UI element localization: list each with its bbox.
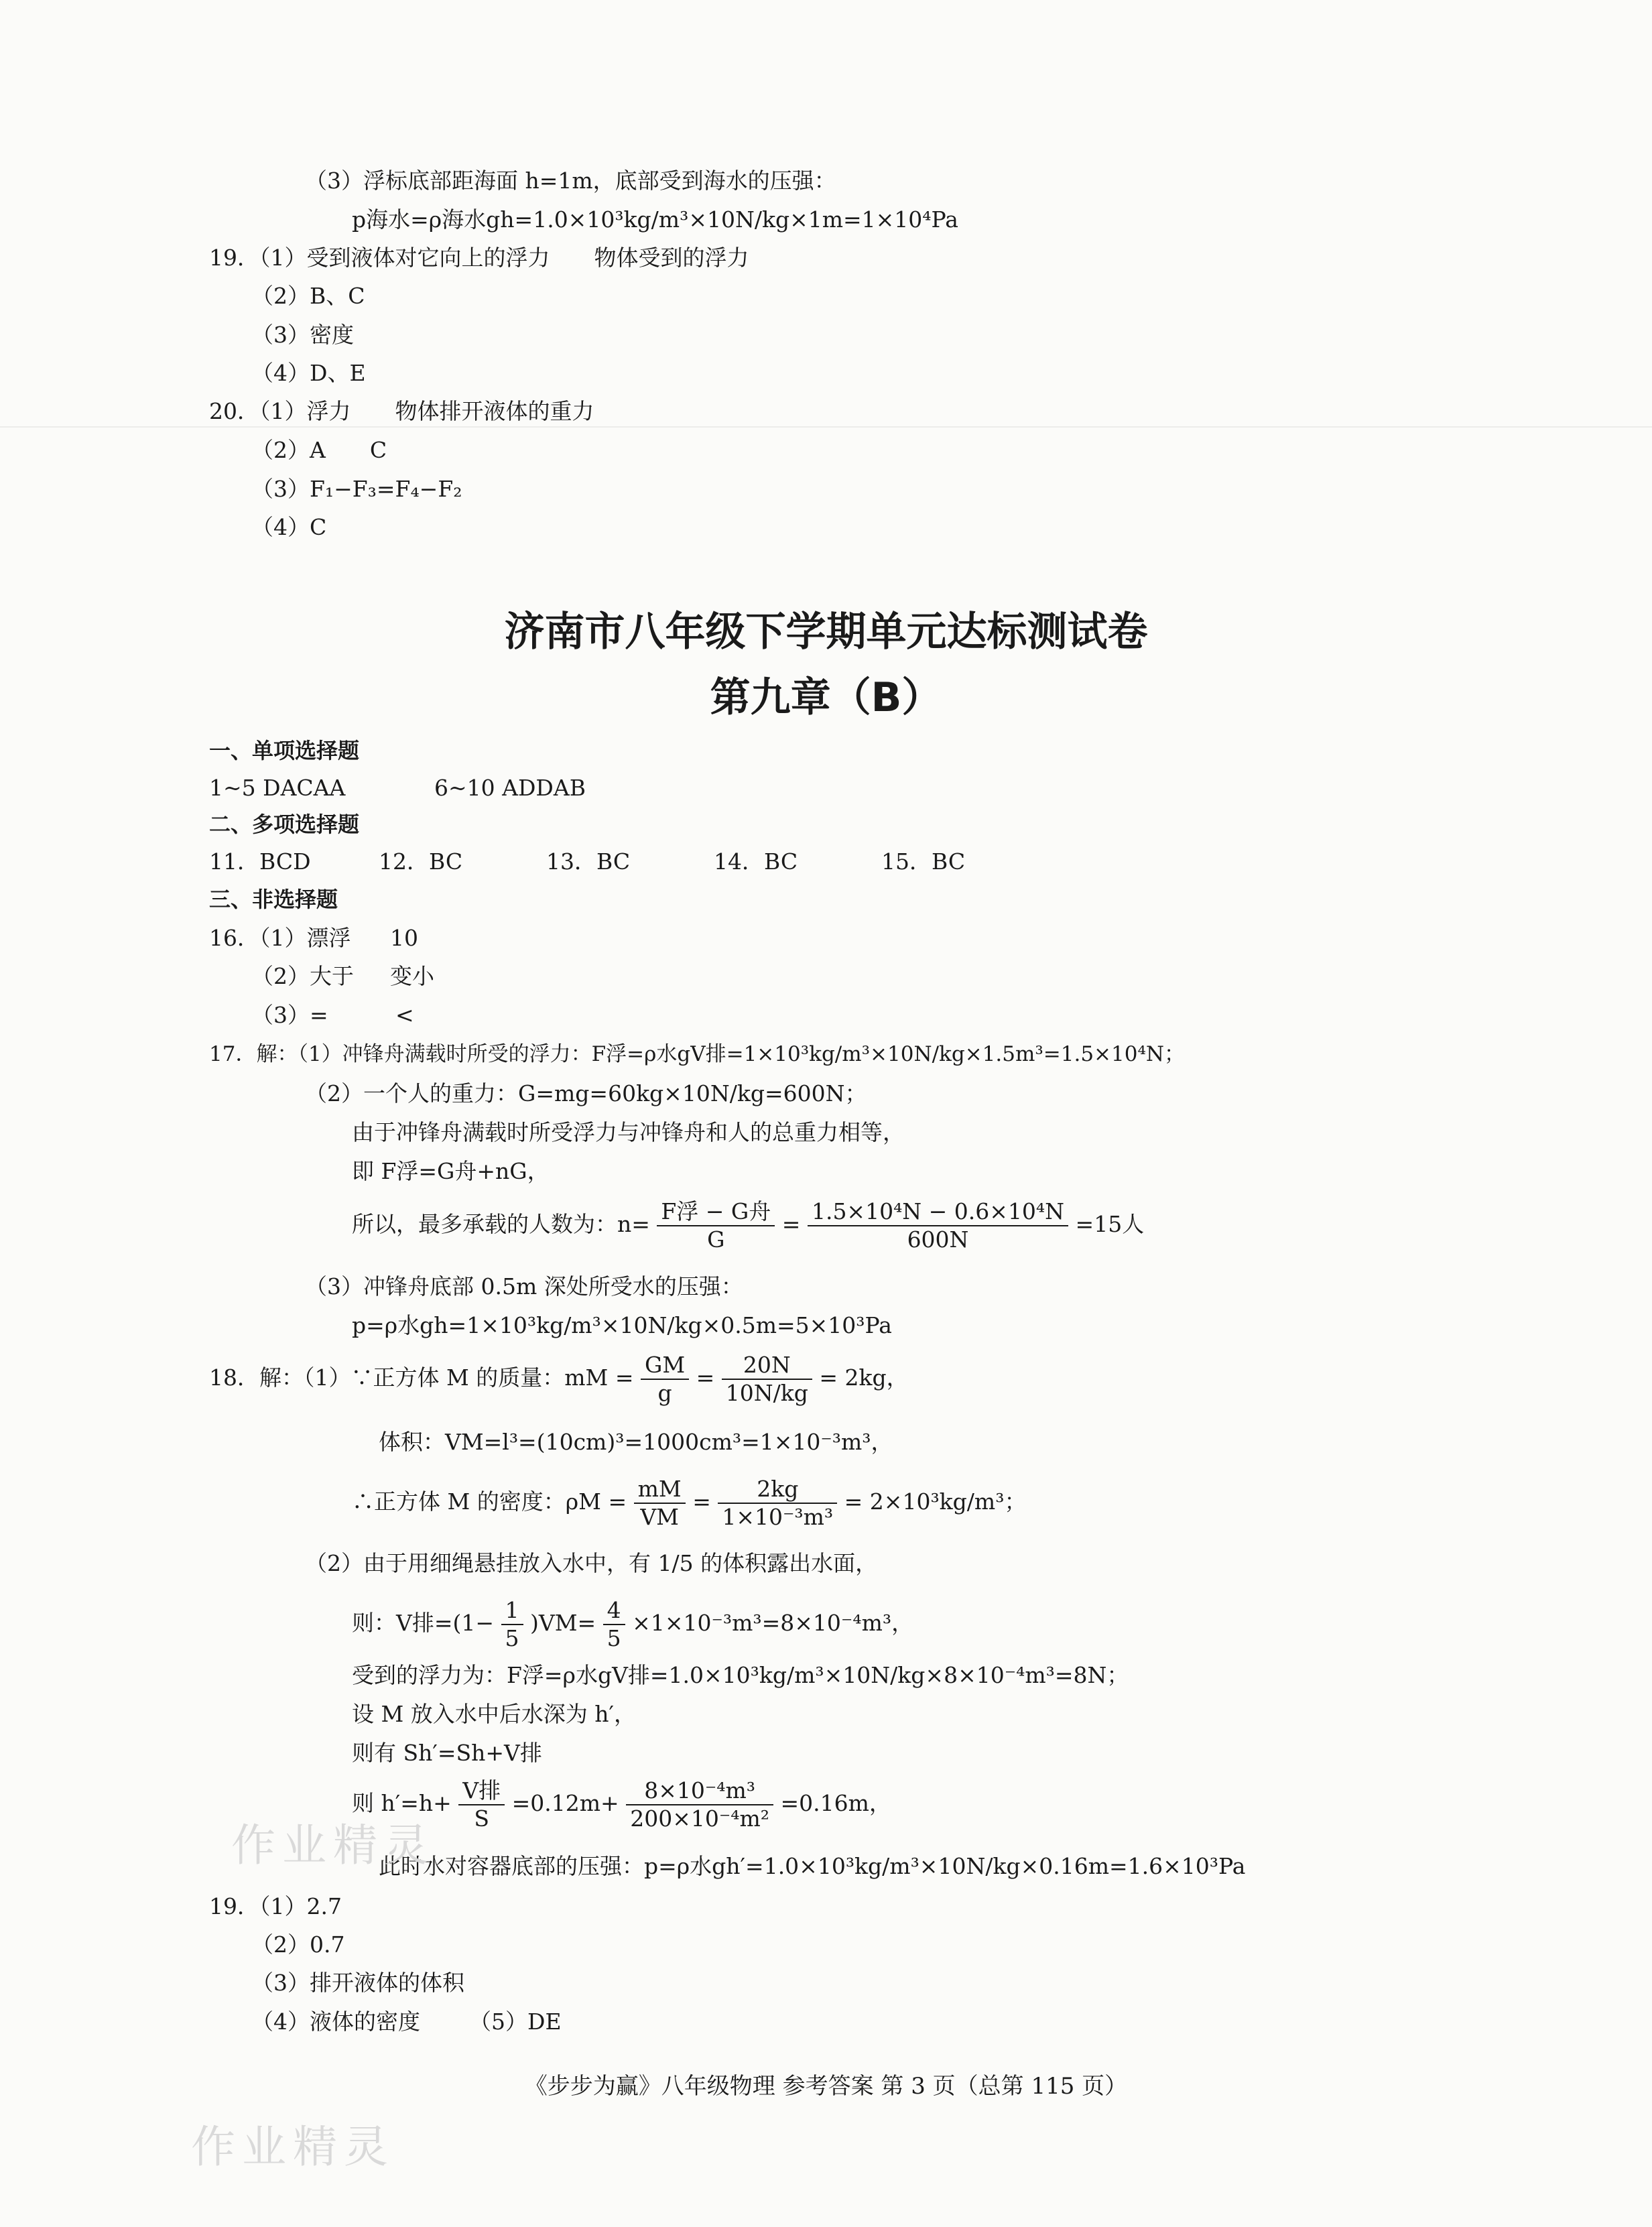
- q17-2b: 由于冲锋舟满载时所受浮力与冲锋舟和人的总重力相等，: [352, 1119, 905, 1145]
- q18-1-density: [352, 1476, 1026, 1531]
- section-1-heading: 一、单项选择题: [209, 738, 360, 763]
- q16-1a: 16．（1）漂浮: [209, 925, 351, 951]
- q17-3a: （3）冲锋舟底部 0.5m 深处所受水的压强：: [305, 1273, 743, 1299]
- page-title: 济南市八年级下学期单元达标测试卷: [504, 609, 1148, 655]
- top-q19-4: （4）D、E: [251, 360, 366, 386]
- fraction: [657, 1198, 775, 1253]
- q18-1-result: = 2kg，: [819, 1364, 909, 1391]
- fraction-numerator: 4: [603, 1597, 625, 1625]
- q16-2b: 变小: [390, 963, 434, 989]
- fraction-denominator: 200×10⁻⁴m²: [630, 1805, 770, 1832]
- q18-2f-prefix: 则 h′=h+: [352, 1790, 452, 1816]
- fraction: [626, 1777, 773, 1832]
- fraction: [634, 1476, 686, 1531]
- page-fold-line: [0, 426, 1652, 428]
- q16-3b: <: [395, 1002, 414, 1028]
- q18-2g: 此时水对容器底部的压强：p=ρ水gh′=1.0×10³kg/m³×10N/kg×0.16m=1.6×10³Pa: [379, 1853, 1246, 1879]
- q18-3-text: （3）浮标底部距海面 h=1m，底部受到海水的压强：: [305, 168, 836, 194]
- q17-2a: （2）一个人的重力：G=mg=60kg×10N/kg=600N；: [305, 1080, 867, 1106]
- fraction-numerator: F浮 − G舟: [657, 1198, 775, 1226]
- q18-2f-mid: =0.12m+: [511, 1790, 619, 1816]
- section-2-heading: 二、多项选择题: [209, 812, 360, 837]
- q18-2c: 受到的浮力为：F浮=ρ水gV排=1.0×10³kg/m³×10N/kg×8×10⁻⁴m³=8N；: [352, 1662, 1129, 1688]
- fraction: [501, 1597, 523, 1652]
- fraction-denominator: 600N: [907, 1226, 969, 1253]
- top-q20-4: （4）C: [251, 514, 327, 540]
- mc-answer: 11．BCD: [209, 848, 311, 875]
- mc-answer: 13．BC: [546, 848, 631, 875]
- q18-2d: 设 M 放入水中后水深为 h′，: [352, 1701, 637, 1727]
- q19-2: （2）0.7: [251, 1931, 345, 1958]
- q18-2b: [352, 1597, 913, 1652]
- fraction-numerator: 1: [501, 1597, 523, 1625]
- fraction-numerator: V排: [458, 1777, 505, 1805]
- q18-2b-prefix: 则：V排=(1−: [352, 1610, 495, 1636]
- fraction: [641, 1352, 689, 1407]
- fraction-denominator: 5: [505, 1625, 519, 1651]
- top-q20-2: （2）A C: [251, 437, 387, 463]
- top-q19-2: （2）B、C: [251, 283, 365, 309]
- fraction: [458, 1777, 505, 1832]
- q18-2b-mid: )VM=: [530, 1610, 596, 1636]
- q18-3-formula: p海水=ρ海水gh=1.0×10³kg/m³×10N/kg×1m=1×10⁴Pa: [352, 206, 958, 233]
- page-footer: 《步步为赢》八年级物理 参考答案 第 3 页（总第 115 页）: [524, 2073, 1128, 2100]
- equals-sign: =: [692, 1488, 711, 1515]
- top-q19-3: （3）密度: [251, 322, 354, 348]
- q16-2a: （2）大于: [251, 963, 354, 989]
- q18-1-prefix: 18．解：（1）∵正方体 M 的质量：mM =: [209, 1364, 634, 1391]
- fraction-numerator: mM: [634, 1476, 686, 1504]
- q17-3b: p=ρ水gh=1×10³kg/m³×10N/kg×0.5m=5×10³Pa: [352, 1312, 892, 1338]
- q18-1-density-result: = 2×10³kg/m³；: [844, 1488, 1027, 1515]
- equals-sign: =: [781, 1211, 801, 1237]
- top-q20-3: （3）F₁−F₃=F₄−F₂: [251, 476, 462, 502]
- fraction-denominator: 10N/kg: [725, 1380, 808, 1406]
- top-q19-1: 19．（1）受到液体对它向上的浮力 物体受到的浮力: [209, 245, 749, 271]
- q19-3: （3）排开液体的体积: [251, 1970, 464, 1996]
- fraction-denominator: 5: [607, 1625, 621, 1651]
- fraction-numerator: 2kg: [718, 1476, 837, 1504]
- q19-1: 19．（1）2.7: [209, 1893, 342, 1919]
- equals-sign: =: [696, 1364, 715, 1391]
- q18-2e: 则有 Sh′=Sh+V排: [352, 1740, 542, 1766]
- watermark: 作业精灵: [231, 1820, 435, 1871]
- section-1-answers-a: 1~5 DACAA: [209, 775, 346, 801]
- mc-answer: 15．BC: [881, 848, 966, 875]
- fraction-numerator: 8×10⁻⁴m³: [626, 1777, 773, 1805]
- top-q20-1: 20．（1）浮力 物体排开液体的重力: [209, 398, 594, 424]
- q18-1-volume: 体积：VM=l³=(10cm)³=1000cm³=1×10⁻³m³，: [379, 1429, 893, 1455]
- q16-3a: （3）=: [251, 1002, 328, 1028]
- fraction-numerator: GM: [641, 1352, 689, 1380]
- fraction-numerator: 20N: [722, 1352, 812, 1380]
- fraction-denominator: S: [474, 1805, 490, 1832]
- q18-2a: （2）由于用细绳悬挂放入水中，有 1/5 的体积露出水面，: [305, 1550, 878, 1576]
- q18-2b-suffix: ×1×10⁻³m³=8×10⁻⁴m³，: [632, 1610, 914, 1636]
- section-1-answers-b: 6~10 ADDAB: [434, 775, 586, 801]
- watermark: 作业精灵: [191, 2121, 395, 2173]
- q16-1b: 10: [390, 925, 418, 951]
- fraction-denominator: g: [657, 1380, 672, 1406]
- mc-answer: 12．BC: [379, 848, 463, 875]
- q18-1: [209, 1352, 909, 1407]
- fraction-denominator: VM: [640, 1504, 679, 1530]
- q17-2c: 即 F浮=G舟+nG，: [352, 1158, 550, 1184]
- q17-2d: [352, 1198, 1144, 1253]
- q17-2d-prefix: 所以，最多承载的人数为：n=: [352, 1211, 650, 1237]
- fraction-denominator: 1×10⁻³m³: [722, 1504, 834, 1530]
- chapter-title: 第九章（B）: [710, 674, 942, 721]
- q18-1-density-prefix: ∴正方体 M 的密度：ρM =: [352, 1488, 627, 1515]
- fraction-numerator: 1.5×10⁴N − 0.6×10⁴N: [808, 1198, 1068, 1226]
- section-3-heading: 三、非选择题: [209, 887, 338, 912]
- fraction: [603, 1597, 625, 1652]
- fraction: [718, 1476, 837, 1531]
- q18-2f-result: =0.16m，: [780, 1790, 891, 1816]
- fraction-denominator: G: [707, 1226, 725, 1253]
- fraction: [722, 1352, 812, 1407]
- q17-2d-result: =15人: [1075, 1211, 1145, 1237]
- q17-1: 17．解：（1）冲锋舟满载时所受的浮力：F浮=ρ水gV排=1×10³kg/m³×10N/kg×1.5m³=1.5×10⁴N；: [209, 1042, 1186, 1066]
- q19-4a: （4）液体的密度: [251, 2009, 420, 2035]
- fraction: [808, 1198, 1068, 1253]
- q19-4b: （5）DE: [469, 2009, 562, 2035]
- mc-answer: 14．BC: [714, 848, 798, 875]
